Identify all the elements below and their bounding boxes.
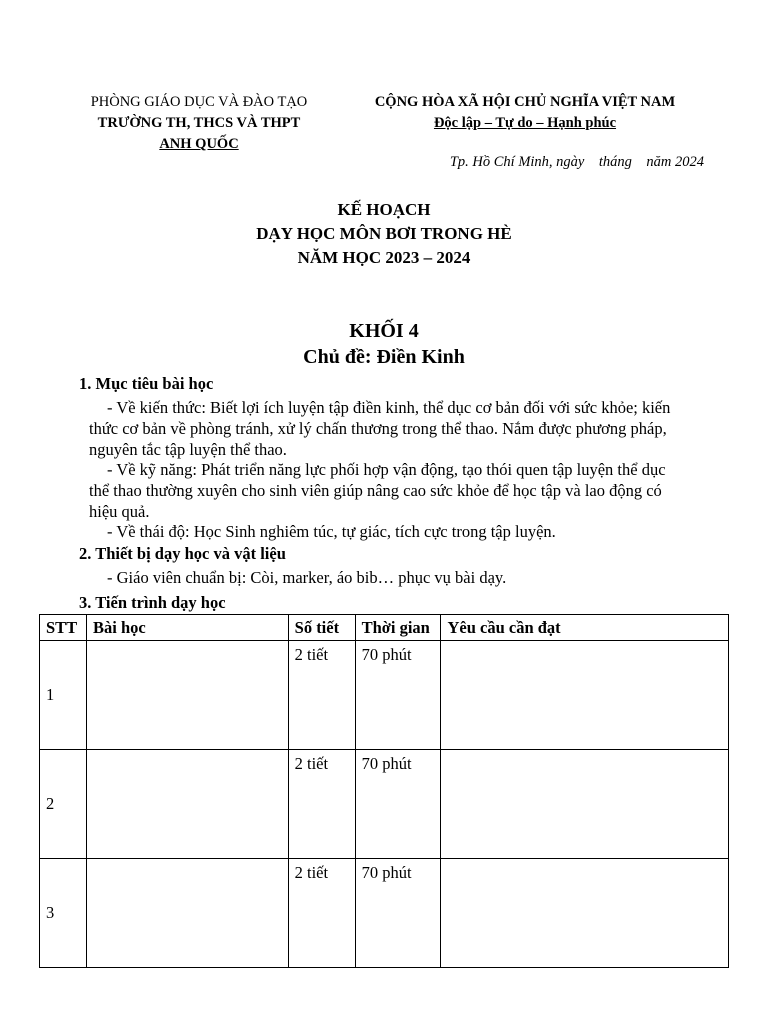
grade-label: KHỐI 4 (349, 320, 419, 342)
department-name: PHÒNG GIÁO DỤC VÀ ĐÀO TẠO (90, 94, 308, 110)
cell-requirement (441, 859, 729, 968)
nation-name: CỘNG HÒA XÃ HỘI CHỦ NGHĨA VIỆT NAM (374, 94, 676, 110)
section1-attitude: - Về thái độ: Học Sinh nghiêm túc, tự giác, tích cực trong tập luyện. (107, 522, 556, 541)
section3-heading: 3. Tiến trình dạy học (79, 593, 226, 612)
section1-skills: - Về kỹ năng: Phát triển năng lực phối hợp vận động, tạo thói quen tập luyện thể dục thể thao thường xuyên cho sinh viên giúp nâng cao sức khỏe để học tập và lao động có hiệu quả. (89, 460, 666, 521)
lesson-plan-table (39, 614, 729, 968)
column-header-requirement: Yêu cầu cần đạt (441, 615, 729, 641)
table-row (40, 859, 729, 968)
cell-time: 70 phút (355, 641, 441, 750)
table-row (40, 641, 729, 750)
cell-periods: 2 tiết (288, 641, 355, 750)
column-header-periods: Số tiết (288, 615, 355, 641)
date-line: Tp. Hồ Chí Minh, ngày tháng năm 2024 (449, 154, 704, 170)
section2-teacher: - Giáo viên chuẩn bị: Còi, marker, áo bib… phục vụ bài dạy. (107, 568, 507, 587)
school-name-line2: ANH QUỐC (159, 136, 239, 152)
school-name-line1: TRƯỜNG TH, THCS VÀ THPT (97, 115, 301, 131)
cell-requirement (441, 641, 729, 750)
table-row (40, 750, 729, 859)
topic-label: Chủ đề: Điền Kinh (303, 346, 465, 368)
column-header-lesson: Bài học (86, 615, 288, 641)
cell-lesson (86, 859, 288, 968)
grade-heading (0, 318, 768, 370)
cell-time: 70 phút (355, 859, 441, 968)
title-line1: KẾ HOẠCH (337, 200, 431, 219)
document-title (0, 198, 768, 270)
cell-time: 70 phút (355, 750, 441, 859)
cell-periods: 2 tiết (288, 859, 355, 968)
cell-requirement (441, 750, 729, 859)
section1-knowledge: - Về kiến thức: Biết lợi ích luyện tập điền kinh, thể dục cơ bản đối với sức khỏe; kiến thức cơ bản về phòng tránh, xử lý chấn thương trong thể thao. Nắm được phương pháp, nguyên tắc tập luyện thể thao. (89, 398, 671, 459)
cell-lesson (86, 641, 288, 750)
column-header-time: Thời gian (355, 615, 441, 641)
section2-heading: 2. Thiết bị dạy học và vật liệu (79, 544, 286, 563)
section1-heading: 1. Mục tiêu bài học (79, 374, 214, 393)
cell-lesson (86, 750, 288, 859)
cell-stt: 2 (40, 750, 87, 859)
title-line2: DẠY HỌC MÔN BƠI TRONG HÈ (256, 224, 512, 243)
header-right (350, 92, 700, 134)
cell-stt: 3 (40, 859, 87, 968)
header-left (60, 92, 338, 155)
title-line3: NĂM HỌC 2023 – 2024 (297, 248, 471, 267)
column-header-stt: STT (40, 615, 87, 641)
cell-stt: 1 (40, 641, 87, 750)
national-motto: Độc lập – Tự do – Hạnh phúc (433, 115, 617, 131)
table-header-row (40, 615, 729, 641)
cell-periods: 2 tiết (288, 750, 355, 859)
